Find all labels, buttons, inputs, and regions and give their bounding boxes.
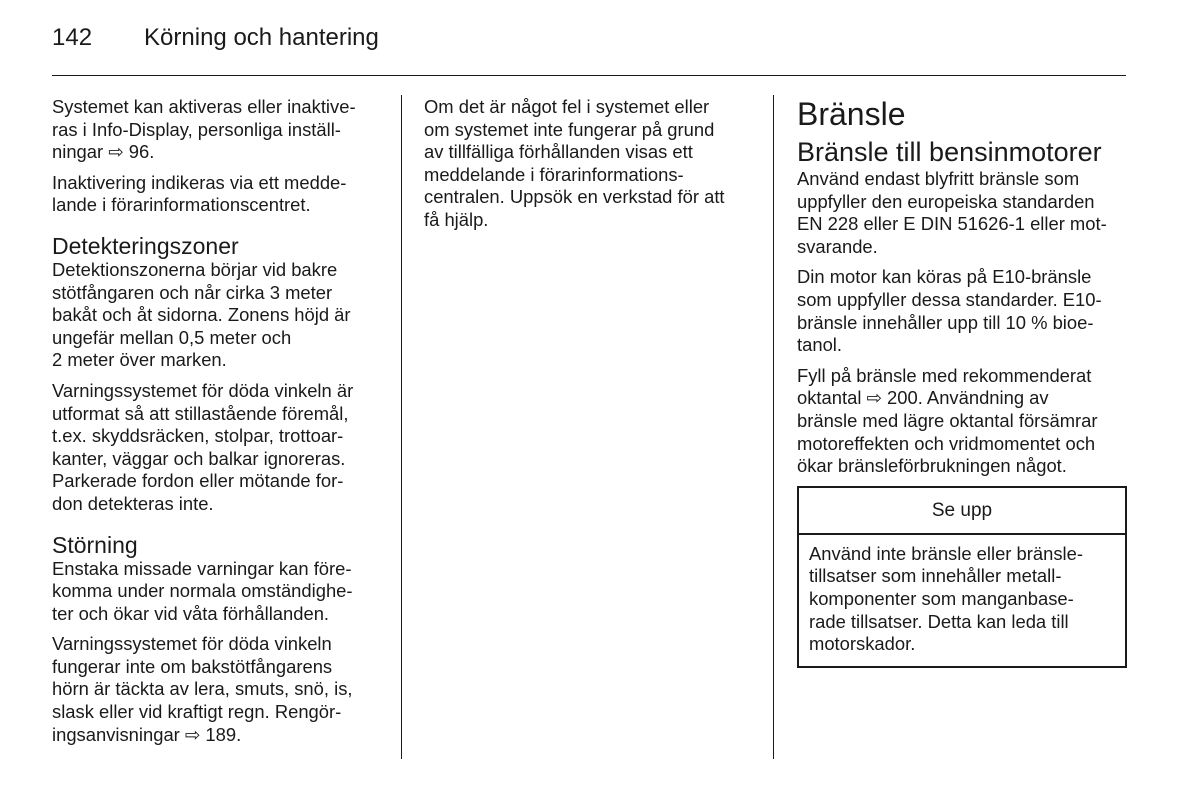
text-line: tanol. xyxy=(797,334,842,356)
text-line: Varningssystemet för döda vinkeln är xyxy=(52,379,354,401)
text-line: Om det är något fel i systemet eller xyxy=(424,96,710,117)
text-line: don detekteras inte. xyxy=(52,492,214,514)
section-heading-fuel: Bränsle xyxy=(797,96,906,132)
text-line: 2 meter över marken. xyxy=(52,349,227,371)
text-line: ungefär mellan 0,5 meter och xyxy=(52,326,292,348)
text-line: komma under normala omständighe- xyxy=(52,580,353,602)
text-line: Parkerade fordon eller mötande for- xyxy=(52,470,344,492)
chapter-title: Körning och hantering xyxy=(144,24,379,51)
text-line: ingsanvisningar ⇨ 189. xyxy=(52,723,242,745)
paragraph xyxy=(797,365,1127,478)
text-line: som uppfyller dessa standarder. E10- xyxy=(797,288,1102,310)
section-heading-disturbance: Störning xyxy=(52,531,138,558)
text-line: få hjälp. xyxy=(424,208,489,230)
header-rule xyxy=(52,75,1126,76)
paragraph xyxy=(797,266,1127,356)
text-line: hörn är täckta av lera, smuts, snö, is, xyxy=(52,678,353,700)
text-line: ter och ökar vid våta förhållanden. xyxy=(52,602,330,624)
text-line: slask eller vid kraftigt regn. Rengör- xyxy=(52,701,342,723)
paragraph xyxy=(52,172,382,217)
section-heading-detection-zones: Detekteringszoner xyxy=(52,232,239,259)
paragraph xyxy=(52,96,382,164)
text-line: Enstaka missade varningar kan före- xyxy=(52,557,352,579)
text-line: om systemet inte fungerar på grund xyxy=(424,118,715,140)
caution-title: Se upp xyxy=(799,488,1125,535)
text-line: utformat så att stillastående föremål, xyxy=(52,402,349,424)
page-number: 142 xyxy=(52,24,93,51)
text-line: oktantal ⇨ 200. Användning av xyxy=(797,387,1049,409)
page-header xyxy=(52,24,379,58)
text-line: Systemet kan aktiveras eller inaktive- xyxy=(52,96,356,117)
subsection-heading-petrol: Bränsle till bensinmotorer xyxy=(797,137,1102,167)
caution-box xyxy=(797,486,1127,668)
text-line: ningar ⇨ 96. xyxy=(52,141,155,163)
column-divider xyxy=(401,95,402,759)
column-right xyxy=(797,96,1127,668)
text-line: komponenter som manganbase- xyxy=(809,587,1074,609)
paragraph xyxy=(52,380,382,516)
text-line: bakåt och åt sidorna. Zonens höjd är xyxy=(52,304,351,326)
text-line: svarande. xyxy=(797,235,878,257)
text-line: t.ex. skyddsräcken, stolpar, trottoar- xyxy=(52,425,344,447)
text-line: rade tillsatser. Detta kan leda till xyxy=(809,610,1069,632)
paragraph xyxy=(52,633,382,746)
text-line: Använd endast blyfritt bränsle som xyxy=(797,168,1080,189)
text-line: tillsatser som innehåller metall- xyxy=(809,565,1062,587)
paragraph xyxy=(52,259,382,372)
text-line: uppfyller den europeiska standarden xyxy=(797,190,1095,212)
paragraph xyxy=(797,168,1127,258)
column-middle xyxy=(424,96,759,240)
text-line: Varningssystemet för döda vinkeln xyxy=(52,633,332,655)
column-divider xyxy=(773,95,774,759)
paragraph xyxy=(424,96,759,232)
text-line: Inaktivering indikeras via ett medde- xyxy=(52,171,347,193)
text-line: Använd inte bränsle eller bränsle- xyxy=(809,542,1083,564)
text-line: bränsle innehåller upp till 10 % bioe- xyxy=(797,311,1094,333)
text-line: lande i förarinformationscentret. xyxy=(52,194,311,216)
text-line: motoreffekten och vridmomentet och xyxy=(797,432,1096,454)
text-line: motorskador. xyxy=(809,633,916,655)
text-line: fungerar inte om bakstötfångarens xyxy=(52,655,333,677)
text-line: kanter, väggar och balkar ignoreras. xyxy=(52,447,346,469)
column-left xyxy=(52,96,382,754)
text-line: Din motor kan köras på E10-bränsle xyxy=(797,266,1092,288)
text-line: EN 228 eller E DIN 51626-1 eller mot- xyxy=(797,213,1107,235)
text-line: av tillfälliga förhållanden visas ett xyxy=(424,141,693,163)
text-line: Detektionszonerna börjar vid bakre xyxy=(52,258,338,280)
paragraph xyxy=(52,558,382,626)
text-line: meddelande i förarinformations- xyxy=(424,163,684,185)
text-line: Fyll på bränsle med rekommenderat xyxy=(797,364,1092,386)
caution-text xyxy=(799,535,1125,666)
text-line: centralen. Uppsök en verkstad för att xyxy=(424,186,725,208)
text-line: ökar bränsleförbrukningen något. xyxy=(797,455,1067,477)
text-line: bränsle med lägre oktantal försämrar xyxy=(797,409,1098,431)
text-line: ras i Info-Display, personliga inställ- xyxy=(52,118,341,140)
text-line: stötfångaren och når cirka 3 meter xyxy=(52,281,333,303)
